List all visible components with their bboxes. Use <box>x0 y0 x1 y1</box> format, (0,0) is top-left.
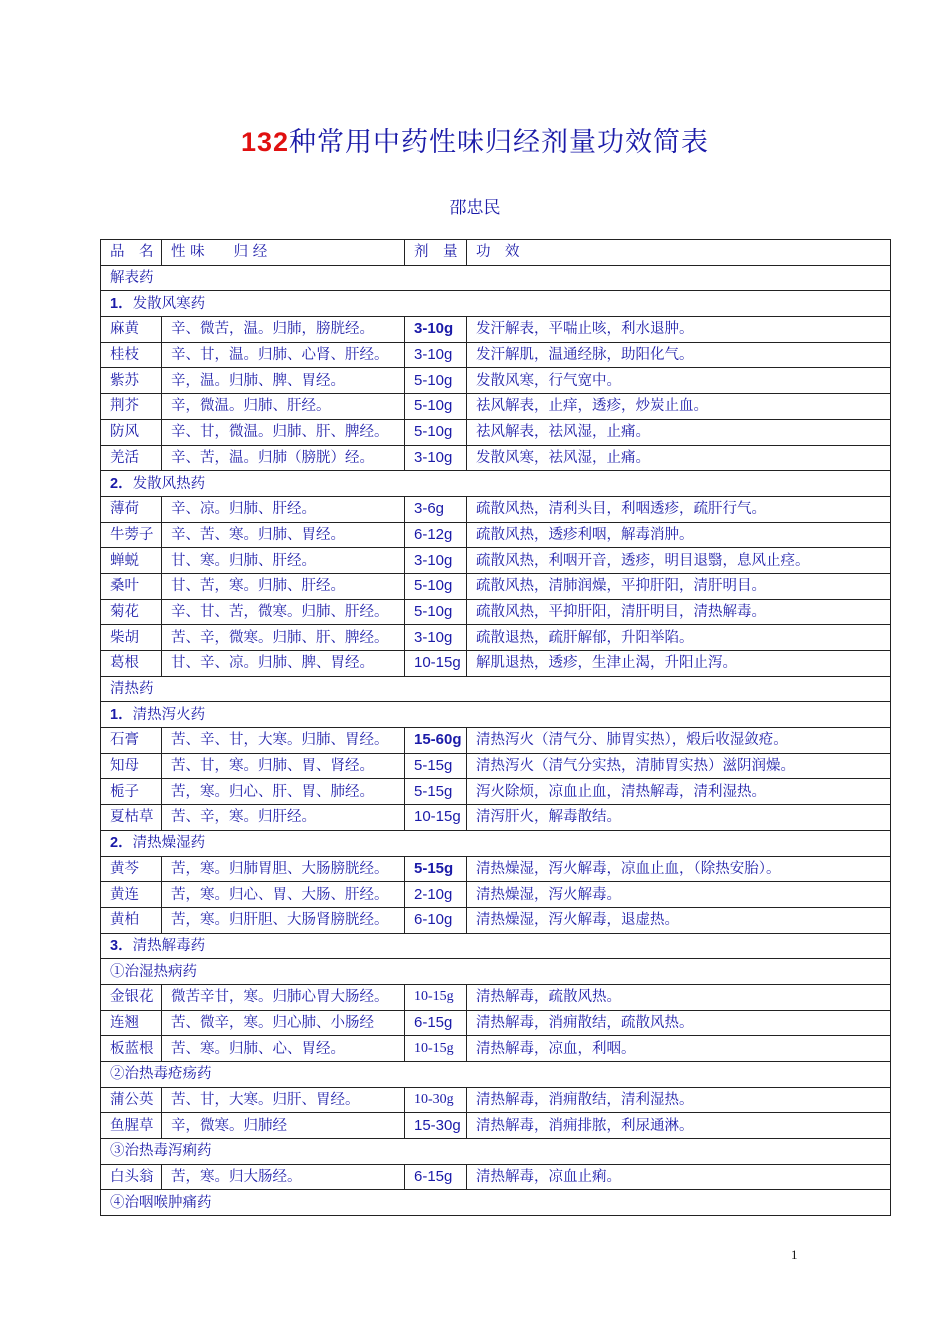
herb-effect: 疏散风热，清利头目，利咽透疹，疏肝行气。 <box>467 496 891 522</box>
herb-dose: 5-10g <box>405 573 467 599</box>
herb-name: 夏枯草 <box>101 805 162 831</box>
herb-name: 蒲公英 <box>101 1087 162 1113</box>
table-row <box>101 1087 891 1113</box>
section-heading: 解表药 <box>101 265 891 291</box>
subsection-dot: ． <box>118 835 133 852</box>
herb-name: 黄柏 <box>101 907 162 933</box>
table-row <box>101 445 891 471</box>
herb-name: 防风 <box>101 419 162 445</box>
subsection-title: 清热解毒药 <box>132 937 206 954</box>
herb-name: 石膏 <box>101 728 162 754</box>
herb-dose: 5-15g <box>405 753 467 779</box>
header-nature-meridian: 归 经 <box>233 244 268 261</box>
herb-dose: 10-15g <box>405 651 467 677</box>
herb-dose: 6-12g <box>405 522 467 548</box>
herb-dose: 3-10g <box>405 548 467 574</box>
section-row <box>101 1139 891 1165</box>
herb-name: 桂枝 <box>101 342 162 368</box>
herb-nature: 苦、辛，微寒。归肺、肝、脾经。 <box>162 625 405 651</box>
section-row <box>101 959 891 985</box>
herb-effect: 解肌退热，透疹，生津止渴，升阳止泻。 <box>467 651 891 677</box>
herb-effect: 疏散风热，透疹利咽，解毒消肿。 <box>467 522 891 548</box>
herb-name: 葛根 <box>101 651 162 677</box>
herb-dose: 2-10g <box>405 882 467 908</box>
herb-nature: 苦、辛、甘，大寒。归肺、胃经。 <box>162 728 405 754</box>
table-header-row <box>101 240 891 266</box>
subsection-row <box>101 830 891 856</box>
table-row <box>101 496 891 522</box>
herb-nature: 甘、辛、凉。归肺、脾、胃经。 <box>162 651 405 677</box>
herb-effect: 疏散风热，清肺润燥，平抑肝阳，清肝明目。 <box>467 573 891 599</box>
section-heading: 清热药 <box>101 676 891 702</box>
herb-nature: 辛，微寒。归肺经 <box>162 1113 405 1139</box>
herb-dose: 6-10g <box>405 907 467 933</box>
herb-nature: 苦、甘，大寒。归肝、胃经。 <box>162 1087 405 1113</box>
herb-effect: 发汗解肌，温通经脉，助阳化气。 <box>467 342 891 368</box>
herb-dose: 3-10g <box>405 317 467 343</box>
herb-effect: 清热泻火（清气分、肺胃实热），煅后收湿敛疮。 <box>467 728 891 754</box>
header-dose: 剂 量 <box>405 240 467 266</box>
herb-dose: 5-10g <box>405 394 467 420</box>
herb-effect: 发汗解表，平喘止咳，利水退肿。 <box>467 317 891 343</box>
herb-effect: 祛风解表，祛风湿，止痛。 <box>467 419 891 445</box>
herb-name: 牛蒡子 <box>101 522 162 548</box>
page-number: 1 <box>791 1247 798 1262</box>
herb-effect: 疏散风热，平抑肝阳，清肝明目，清热解毒。 <box>467 599 891 625</box>
herb-nature: 辛、微苦，温。归肺，膀胱经。 <box>162 317 405 343</box>
table-row <box>101 317 891 343</box>
herb-dose: 3-10g <box>405 342 467 368</box>
subsection-dot: ． <box>118 295 133 312</box>
herb-nature: 苦，寒。归肺胃胆、大肠膀胱经。 <box>162 856 405 882</box>
subsection-title: 清热泻火药 <box>132 706 206 723</box>
herb-effect: 清热泻火（清气分实热，清肺胃实热）滋阴润燥。 <box>467 753 891 779</box>
herb-table <box>100 239 891 1216</box>
table-row <box>101 1164 891 1190</box>
subsection-row <box>101 291 891 317</box>
table-row <box>101 882 891 908</box>
herb-dose: 5-10g <box>405 599 467 625</box>
herb-dose: 5-10g <box>405 419 467 445</box>
subsection-heading <box>101 830 891 856</box>
table-row <box>101 394 891 420</box>
table-row <box>101 984 891 1010</box>
section-heading: ③治热毒泻痢药 <box>101 1139 891 1165</box>
herb-effect: 清热解毒，消痈排脓，利尿通淋。 <box>467 1113 891 1139</box>
subsection-row <box>101 471 891 497</box>
document-title <box>0 120 950 159</box>
herb-name: 白头翁 <box>101 1164 162 1190</box>
herb-effect: 发散风寒，祛风湿，止痛。 <box>467 445 891 471</box>
table-row <box>101 728 891 754</box>
table-row <box>101 522 891 548</box>
herb-name: 柴胡 <box>101 625 162 651</box>
subsection-heading <box>101 933 891 959</box>
table-row <box>101 1113 891 1139</box>
herb-nature: 辛，微温。归肺、肝经。 <box>162 394 405 420</box>
header-name: 品 名 <box>101 240 162 266</box>
herb-nature: 苦、辛，寒。归肝经。 <box>162 805 405 831</box>
herb-nature: 辛，温。归肺、脾、胃经。 <box>162 368 405 394</box>
herb-name: 羌活 <box>101 445 162 471</box>
herb-nature: 苦，寒。归肝胆、大肠肾膀胱经。 <box>162 907 405 933</box>
herb-name: 薄荷 <box>101 496 162 522</box>
table-row <box>101 1036 891 1062</box>
table-row <box>101 599 891 625</box>
herb-nature: 辛、苦，温。归肺（膀胱）经。 <box>162 445 405 471</box>
herb-nature: 辛、甘，温。归肺、心肾、肝经。 <box>162 342 405 368</box>
herb-name: 黄芩 <box>101 856 162 882</box>
subsection-title: 清热燥湿药 <box>132 835 206 852</box>
herb-dose: 10-30g <box>405 1087 467 1113</box>
herb-name: 连翘 <box>101 1010 162 1036</box>
herb-effect: 清泻肝火，解毒散结。 <box>467 805 891 831</box>
table-row <box>101 368 891 394</box>
table-row <box>101 856 891 882</box>
subsection-heading <box>101 291 891 317</box>
herb-effect: 祛风解表，止痒，透疹，炒炭止血。 <box>467 394 891 420</box>
herb-table-body <box>101 240 891 1216</box>
herb-nature: 苦，寒。归心、胃、大肠、肝经。 <box>162 882 405 908</box>
herb-name: 知母 <box>101 753 162 779</box>
herb-dose: 15-60g <box>405 728 467 754</box>
herb-dose: 3-10g <box>405 625 467 651</box>
herb-effect: 清热解毒，凉血，利咽。 <box>467 1036 891 1062</box>
subsection-title: 发散风寒药 <box>132 295 206 312</box>
herb-name: 鱼腥草 <box>101 1113 162 1139</box>
section-row <box>101 676 891 702</box>
herb-nature: 苦、寒。归肺、心、胃经。 <box>162 1036 405 1062</box>
herb-name: 荆芥 <box>101 394 162 420</box>
table-row <box>101 907 891 933</box>
section-heading: ②治热毒疮疡药 <box>101 1062 891 1088</box>
herb-name: 栀子 <box>101 779 162 805</box>
subsection-number: 1 <box>110 706 119 723</box>
subsection-dot: ． <box>118 706 133 723</box>
section-row <box>101 265 891 291</box>
herb-name: 金银花 <box>101 984 162 1010</box>
header-effect: 功 效 <box>467 240 891 266</box>
herb-dose: 5-15g <box>405 856 467 882</box>
subsection-number: 2 <box>110 835 119 852</box>
herb-nature: 苦、甘，寒。归肺、胃、肾经。 <box>162 753 405 779</box>
header-nature <box>162 240 405 266</box>
table-row <box>101 753 891 779</box>
herb-effect: 清热燥湿，泻火解毒，退虚热。 <box>467 907 891 933</box>
herb-name: 麻黄 <box>101 317 162 343</box>
section-row <box>101 1190 891 1216</box>
herb-name: 紫苏 <box>101 368 162 394</box>
herb-nature: 辛、甘，微温。归肺、肝、脾经。 <box>162 419 405 445</box>
herb-dose: 10-15g <box>405 805 467 831</box>
subsection-dot: ． <box>118 937 133 954</box>
herb-dose: 10-15g <box>405 984 467 1010</box>
herb-effect: 清热燥湿，泻火解毒。 <box>467 882 891 908</box>
herb-dose: 6-15g <box>405 1010 467 1036</box>
herb-name: 板蓝根 <box>101 1036 162 1062</box>
section-heading: ①治湿热病药 <box>101 959 891 985</box>
herb-nature: 辛、苦、寒。归肺、胃经。 <box>162 522 405 548</box>
section-row <box>101 1062 891 1088</box>
herb-effect: 清热解毒，疏散风热。 <box>467 984 891 1010</box>
subsection-number: 3 <box>110 937 119 954</box>
subsection-row <box>101 702 891 728</box>
herb-dose: 3-6g <box>405 496 467 522</box>
table-row <box>101 625 891 651</box>
herb-nature: 苦、微辛，寒。归心肺、小肠经 <box>162 1010 405 1036</box>
herb-effect: 清热解毒，凉血止痢。 <box>467 1164 891 1190</box>
herb-effect: 泻火除烦，凉血止血，清热解毒，清利湿热。 <box>467 779 891 805</box>
table-row <box>101 651 891 677</box>
author-name: 邵忠民 <box>449 198 501 218</box>
table-row <box>101 342 891 368</box>
herb-nature: 甘、寒。归肺、肝经。 <box>162 548 405 574</box>
herb-nature: 甘、苦，寒。归肺、肝经。 <box>162 573 405 599</box>
table-row <box>101 419 891 445</box>
herb-dose: 6-15g <box>405 1164 467 1190</box>
herb-nature: 辛、凉。归肺、肝经。 <box>162 496 405 522</box>
herb-name: 桑叶 <box>101 573 162 599</box>
subsection-number: 2 <box>110 475 119 492</box>
table-row <box>101 548 891 574</box>
herb-name: 蝉蜕 <box>101 548 162 574</box>
subsection-title: 发散风热药 <box>132 475 206 492</box>
herb-effect: 发散风寒，行气宽中。 <box>467 368 891 394</box>
subsection-dot: ． <box>118 475 133 492</box>
herb-nature: 苦，寒。归心、肝、胃、肺经。 <box>162 779 405 805</box>
table-row <box>101 573 891 599</box>
herb-dose: 5-15g <box>405 779 467 805</box>
subsection-heading <box>101 702 891 728</box>
table-row <box>101 805 891 831</box>
herb-effect: 疏散退热，疏肝解郁，升阳举陷。 <box>467 625 891 651</box>
table-row <box>101 1010 891 1036</box>
table-row <box>101 779 891 805</box>
herb-name: 菊花 <box>101 599 162 625</box>
subsection-row <box>101 933 891 959</box>
title-number: 132 <box>240 127 290 157</box>
herb-nature: 微苦辛甘，寒。归肺心胃大肠经。 <box>162 984 405 1010</box>
subsection-number: 1 <box>110 295 119 312</box>
herb-effect: 清热燥湿，泻火解毒，凉血止血，（除热安胎）。 <box>467 856 891 882</box>
subsection-heading <box>101 471 891 497</box>
section-heading: ④治咽喉肿痛药 <box>101 1190 891 1216</box>
herb-name: 黄连 <box>101 882 162 908</box>
title-text: 种常用中药性味归经剂量功效简表 <box>289 127 710 158</box>
herb-nature: 辛、甘、苦，微寒。归肺、肝经。 <box>162 599 405 625</box>
herb-dose: 10-15g <box>405 1036 467 1062</box>
herb-effect: 清热解毒，消痈散结，清利湿热。 <box>467 1087 891 1113</box>
herb-effect: 疏散风热，利咽开音，透疹，明目退翳，息风止痉。 <box>467 548 891 574</box>
herb-dose: 15-30g <box>405 1113 467 1139</box>
herb-nature: 苦，寒。归大肠经。 <box>162 1164 405 1190</box>
herb-dose: 5-10g <box>405 368 467 394</box>
herb-effect: 清热解毒，消痈散结，疏散风热。 <box>467 1010 891 1036</box>
header-nature-taste: 性 味 <box>171 244 205 261</box>
herb-dose: 3-10g <box>405 445 467 471</box>
